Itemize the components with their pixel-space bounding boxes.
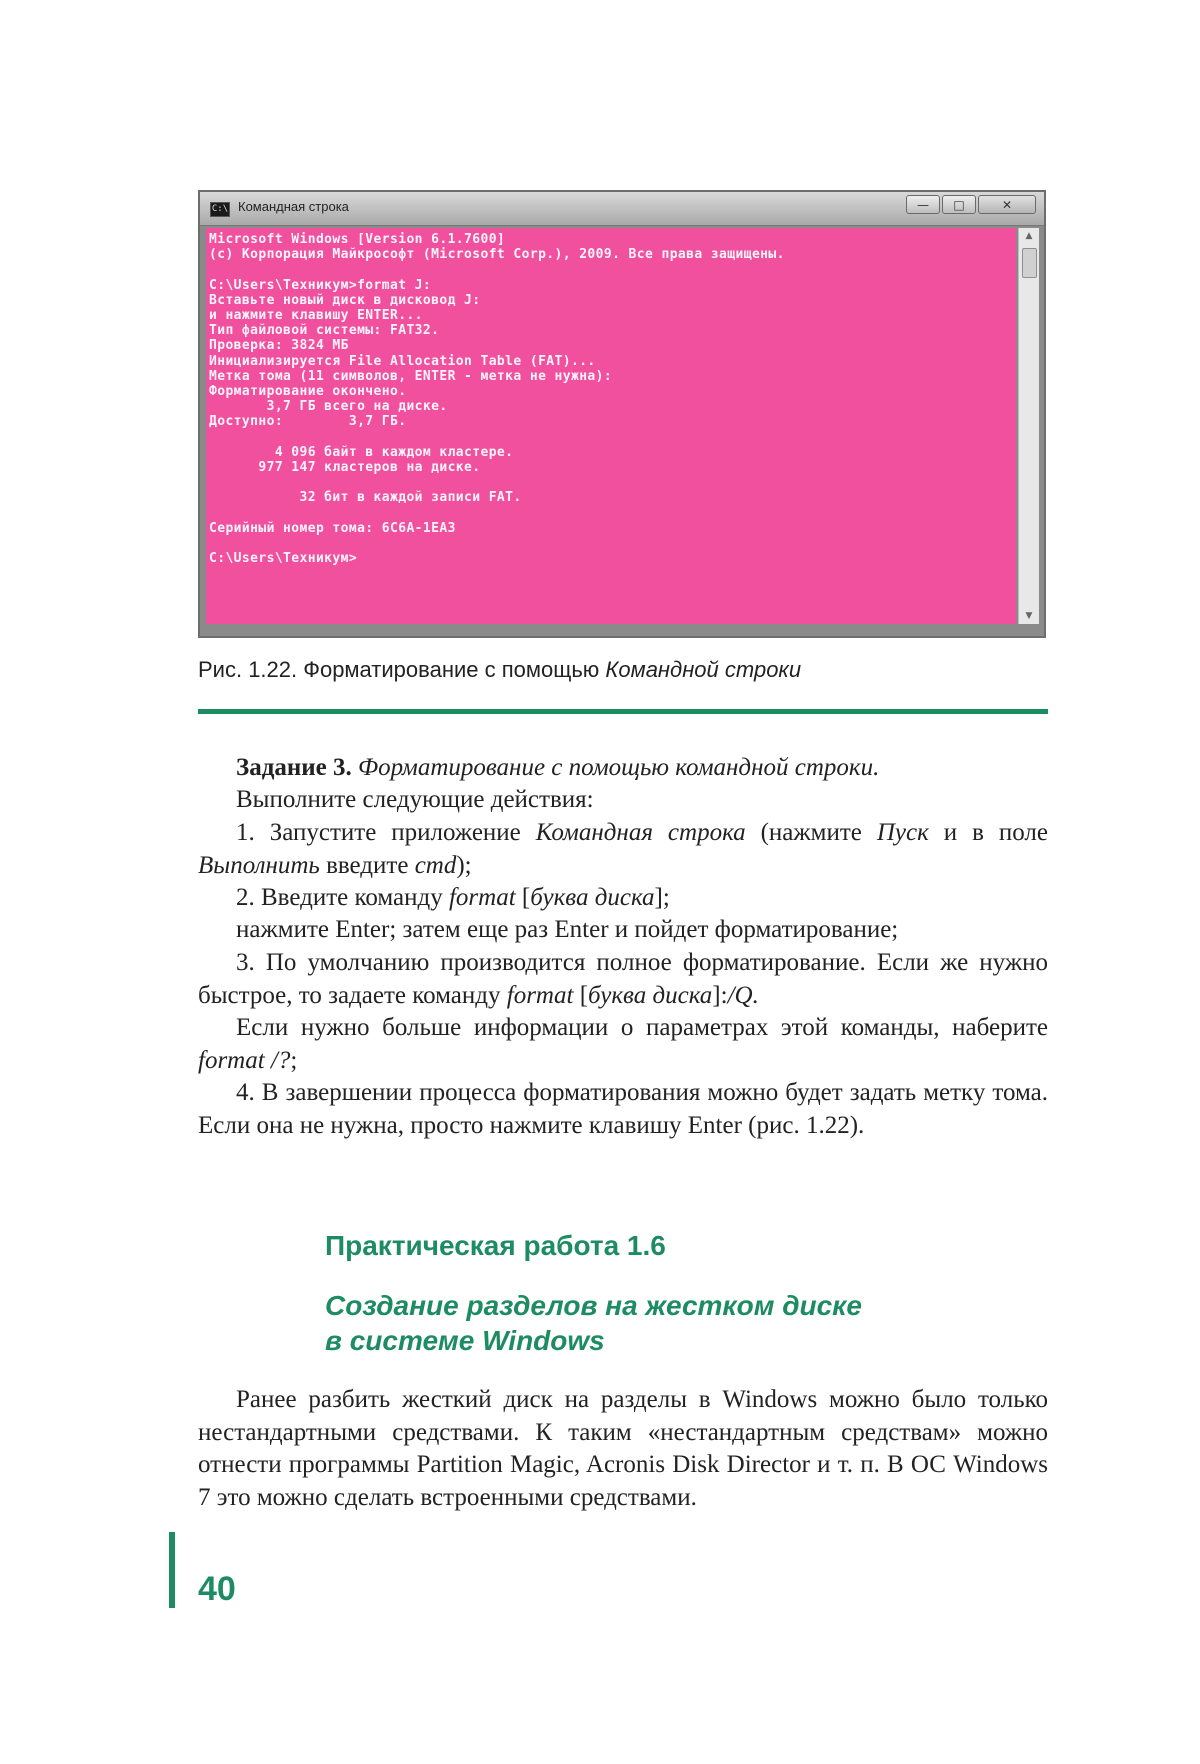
scrollbar-thumb[interactable] [1022,248,1037,278]
console-line: C:\Users\Техникум>format J: [209,277,432,293]
console-icon: C:\ [210,202,230,217]
console-output[interactable] [206,228,1016,624]
section-subtitle [325,1288,1025,1358]
command-prompt-window [198,190,1046,638]
console-line: Microsoft Windows [Version 6.1.7600] [209,232,506,247]
task-title [198,752,1048,785]
console-line: (c) Корпорация Майкрософт (Microsoft Corp.), 2009. Все права защищены. [209,247,785,263]
console-line: Доступно: 3,7 ГБ. [209,414,407,430]
console-line: Инициализируется File Allocation Table (FAT)... [209,353,596,369]
subtitle-line-2: в системе Windows [325,1325,605,1356]
console-line: 32 бит в каждой записи FAT. [209,490,522,506]
step-2: 2. Введите команду format [буква диска]; [236,884,670,911]
console-line: 3,7 ГБ всего на диске. [209,399,448,415]
task-topic: Форматирование с помощью командной строки. [358,754,880,781]
console-line: Проверка: 3824 МБ [209,338,349,354]
console-line [209,262,1013,277]
step-4: 4. В завершении процесса форматирования можно будет задать метку тома. Если она не нужна, просто нажмите клавишу Enter (рис. 1.22). [198,1079,1048,1139]
console-line: Тип файловой системы: FAT32. [209,323,440,339]
console-line: и нажмите клавишу ENTER... [209,307,423,323]
console-line: Серийный номер тома: 6C6A-1EA3 [209,520,456,536]
console-line: 977 147 кластеров на диске. [209,459,481,475]
window-titlebar [200,192,1044,226]
caption-text: Рис. 1.22. Форматирование с помощью [198,657,606,682]
close-button[interactable]: ✕ [978,195,1036,214]
caption-italic-text: Командной строки [605,657,802,682]
page-marker-bar [169,1532,175,1608]
section-paragraph: Ранее разбить жесткий диск на разделы в Windows можно было только нестандартными средствами. К таким «нестандартным средствам» можно отнести программы Partition Magic, Acronis Disk Director и т. п. В ОС Windows 7 это можно сделать встроенными средствами. [198,1386,1048,1511]
console-line: 4 096 байт в каждом кластере. [209,444,514,460]
step-1: 1. Запустите приложение Командная строка (нажмите Пуск и в поле Выполнить введите cmd); [198,819,1048,879]
subtitle-line-1: Создание разделов на жестком диске [325,1290,862,1321]
console-line [209,505,1013,520]
step-2-continued: нажмите Enter; затем еще раз Enter и пойдет форматирование; [236,916,899,943]
window-title: Командная строка [238,199,349,214]
section-heading: Практическая работа 1.6 [325,1230,666,1261]
console-line: C:\Users\Техникум> [209,550,358,566]
step-3: 3. По умолчанию производится полное форматирование. Если же нужно быстрое, то задаете команду format [буква диска]:/Q. [198,949,1048,1009]
page-number: 40 [198,1570,236,1608]
console-lines [206,228,1016,570]
minimize-button[interactable]: — [906,195,940,214]
scroll-down-arrow-icon[interactable]: ▼ [1025,611,1033,621]
maximize-button[interactable]: □ [942,195,976,214]
console-line [209,536,1013,551]
console-line: Вставьте новый диск в дисковод J: [209,292,481,308]
figure-caption [198,657,801,683]
step-3-note: Если нужно больше информации о параметрах этой команды, наберите format /?; [198,1014,1048,1074]
console-line [209,475,1013,490]
console-line: Форматирование окончено. [209,383,407,399]
task-label: Задание 3. [236,754,352,781]
console-line [209,429,1013,444]
vertical-scrollbar[interactable] [1018,228,1039,624]
console-line: Метка тома (11 символов, ENTER - метка не нужна): [209,368,613,384]
scroll-up-arrow-icon[interactable]: ▲ [1025,231,1033,241]
task-intro: Выполните следующие действия: [236,786,594,813]
section-divider [198,709,1048,714]
